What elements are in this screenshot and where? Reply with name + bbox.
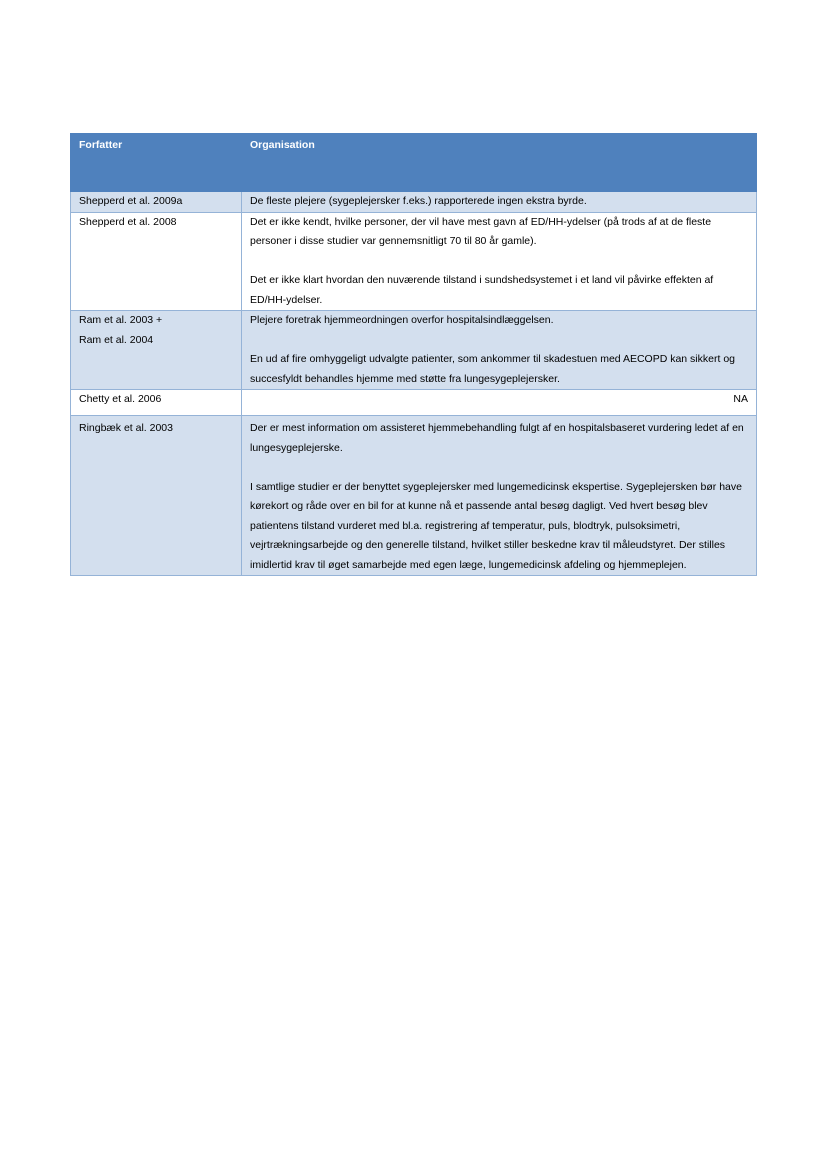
organisation-text: Det er ikke klart hvordan den nuværende tilstand i sundshedsystemet i et land vil påvirke effekten af ED/HH-ydelser. [250, 274, 714, 306]
organisation-cell [242, 311, 757, 390]
organisation-text: Der er mest information om assisteret hjemmebehandling fulgt af en hospitalsbaseret vurdering ledet af en lungesygeplejerske. [250, 422, 744, 454]
organisation-text: NA [733, 393, 748, 405]
author-name: Chetty et al. 2006 [79, 393, 162, 405]
table-row [71, 311, 757, 390]
table-row [71, 192, 757, 213]
organisation-text: En ud af fire omhyggeligt udvalgte patienter, som ankommer til skadestuen med AECOPD kan sikkert og succesfyldt behandles hjemme med støtte fra lungesygeplejersker. [250, 353, 735, 385]
organisation-text: De fleste plejere (sygeplejersker f.eks.) rapporterede ingen ekstra byrde. [250, 195, 587, 207]
table-header-row [71, 134, 757, 192]
author-cell [71, 390, 242, 416]
author-name: Shepperd et al. 2009a [79, 195, 183, 207]
table-row [71, 416, 757, 576]
author-name: Ram et al. 2003 + [79, 314, 163, 326]
author-name: Ringbæk et al. 2003 [79, 422, 173, 434]
author-cell [71, 192, 242, 213]
header-organisation: Organisation [242, 134, 757, 192]
table-row [71, 212, 757, 311]
organisation-text: Plejere foretrak hjemmeordningen overfor hospitalsindlæggelsen. [250, 314, 554, 326]
author-cell [71, 212, 242, 311]
header-author: Forfatter [71, 134, 242, 192]
organisation-text: Det er ikke kendt, hvilke personer, der vil have mest gavn af ED/HH-ydelser (på trods af at de fleste personer i disse studier var gennemsnitligt 70 til 80 år gamle). [250, 215, 712, 247]
organisation-cell [242, 212, 757, 311]
author-name: Shepperd et al. 2008 [79, 215, 177, 228]
table-row [71, 390, 757, 416]
author-name: Ram et al. 2004 [79, 333, 154, 346]
organisation-text: I samtlige studier er der benyttet sygeplejersker med lungemedicinsk ekspertise. Sygeplejersken bør have kørekort og råde over en bil for at kunne nå et passende antal besøg dagligt. Ved hvert besøg blev patientens tilstand vurderet med bl.a. registrering af temperatur, puls, blodtryk, pulsoksimetri, vejrtrækningsarbejde og den generelle tilstand, hvilket stiller beskedne krav til måleudstyret. Der stilles imidlertid krav til øget samarbejde med egen læge, lungemedicinsk afdeling og hjemmeplejen. [250, 480, 742, 571]
organisation-cell [242, 416, 757, 576]
organisation-cell [242, 390, 757, 416]
evidence-table [70, 133, 757, 576]
author-cell [71, 311, 242, 390]
organisation-cell [242, 192, 757, 213]
author-cell [71, 416, 242, 576]
